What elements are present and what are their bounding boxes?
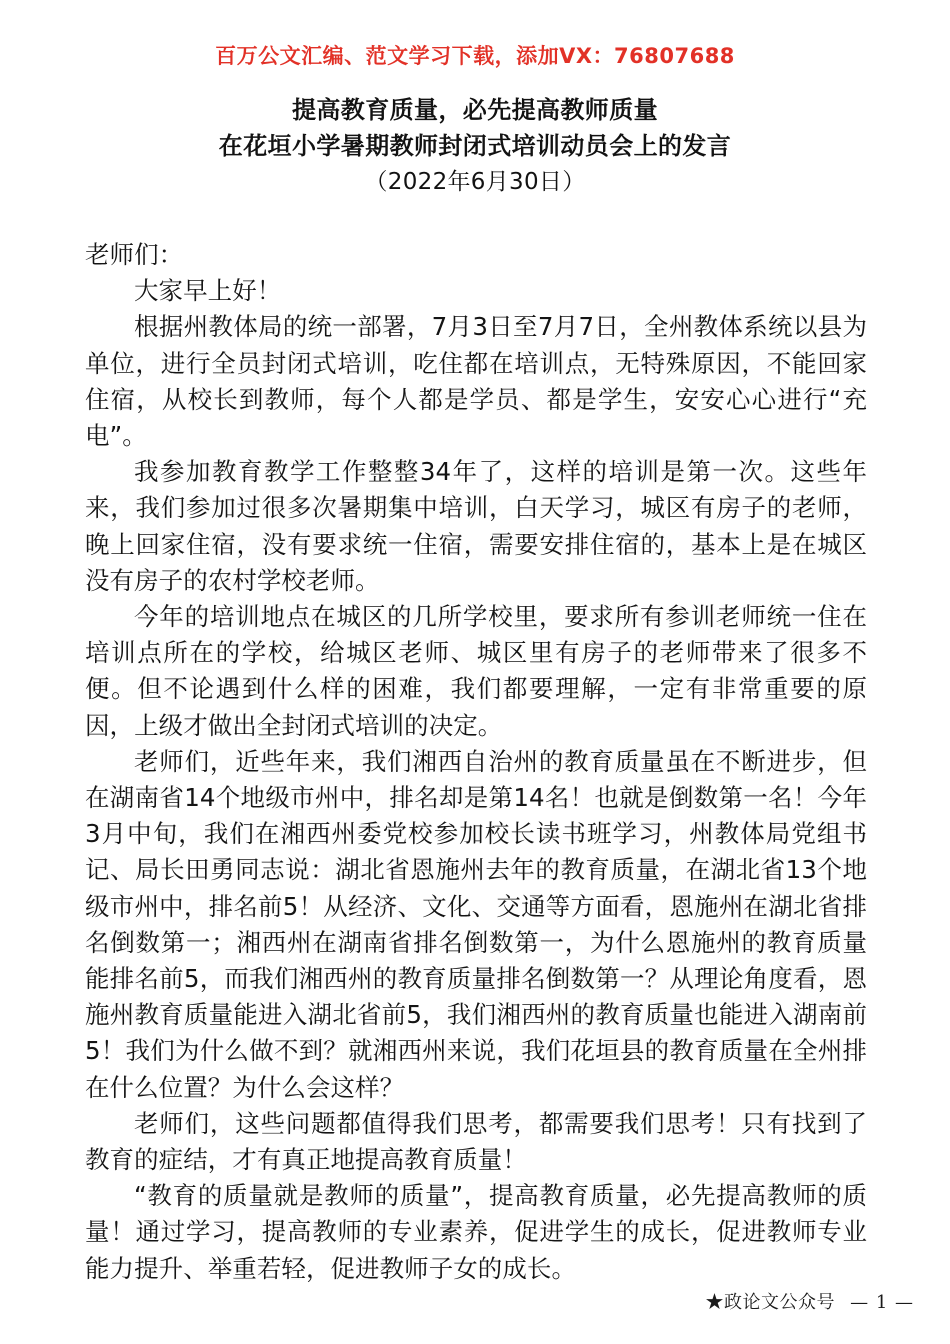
document-body: [85, 237, 867, 1287]
document-date: （2022年6月30日）: [364, 169, 586, 195]
title-block: [0, 92, 950, 200]
body-paragraph: 今年的培训地点在城区的几所学校里，要求所有参训老师统一住在培训点所在的学校，给城区老师、城区里有房子的老师带来了很多不便。但不论遇到什么样的困难，我们都要理解，一定有非常重要的原因，上级才做出全封闭式培训的决定。: [85, 602, 867, 740]
body-paragraph: 老师们：: [85, 240, 184, 269]
body-paragraph: 老师们，近些年来，我们湘西自治州的教育质量虽在不断进步，但在湖南省14个地级市州中，排名却是第14名！也就是倒数第一名！今年3月中旬，我们在湘西州委党校参加校长读书班学习，州教体局党组书记、局长田勇同志说：湖北省恩施州去年的教育质量，在湖北省13个地级市州中，排名前5！从经济、文化、交通等方面看，恩施州在湖北省排名倒数第一；湘西州在湖南省排名倒数第一，为什么恩施州的教育质量能排名前5，而我们湘西州的教育质量排名倒数第一？从理论角度看，恩施州教育质量能进入湖北省前5，我们湘西州的教育质量也能进入湖南前5！我们为什么做不到？就湘西州来说，我们花垣县的教育质量在全州排在什么位置？为什么会这样？: [85, 746, 867, 1102]
page-footer: [0, 1288, 950, 1314]
page-number: — 1 —: [850, 1292, 914, 1313]
footer-watermark: ★政论文公众号: [705, 1292, 835, 1313]
document-title-line-1: 提高教育质量，必先提高教师质量: [292, 96, 658, 124]
body-paragraph: 老师们，这些问题都值得我们思考，都需要我们思考！只有找到了教育的症结，才有真正地提高教育质量！: [85, 1108, 867, 1175]
body-paragraph: 大家早上好！: [134, 276, 282, 306]
promo-banner: 百万公文汇编、范文学习下载，添加VX：76807688: [215, 44, 735, 68]
body-paragraph: “教育的质量就是教师的质量”，提高教育质量，必先提高教师的质量！通过学习，提高教师的专业素养，促进学生的成长，促进教师专业能力提升、举重若轻，促进教师子女的成长。: [85, 1181, 867, 1283]
body-paragraph: 我参加教育教学工作整整34年了，这样的培训是第一次。这些年来，我们参加过很多次暑期集中培训，白天学习，城区有房子的老师，晚上回家住宿，没有要求统一住宿，需要安排住宿的，基本上是在城区没有房子的农村学校老师。: [85, 457, 867, 595]
document-title-line-2: 在花垣小学暑期教师封闭式培训动员会上的发言: [218, 132, 732, 160]
body-paragraph: 根据州教体局的统一部署，7月3日至7月7日，全州教体系统以县为单位，进行全员封闭式培训，吃住都在培训点，无特殊原因，不能回家住宿，从校长到教师，每个人都是学员、都是学生，安安心心进行“充电”。: [85, 312, 867, 451]
